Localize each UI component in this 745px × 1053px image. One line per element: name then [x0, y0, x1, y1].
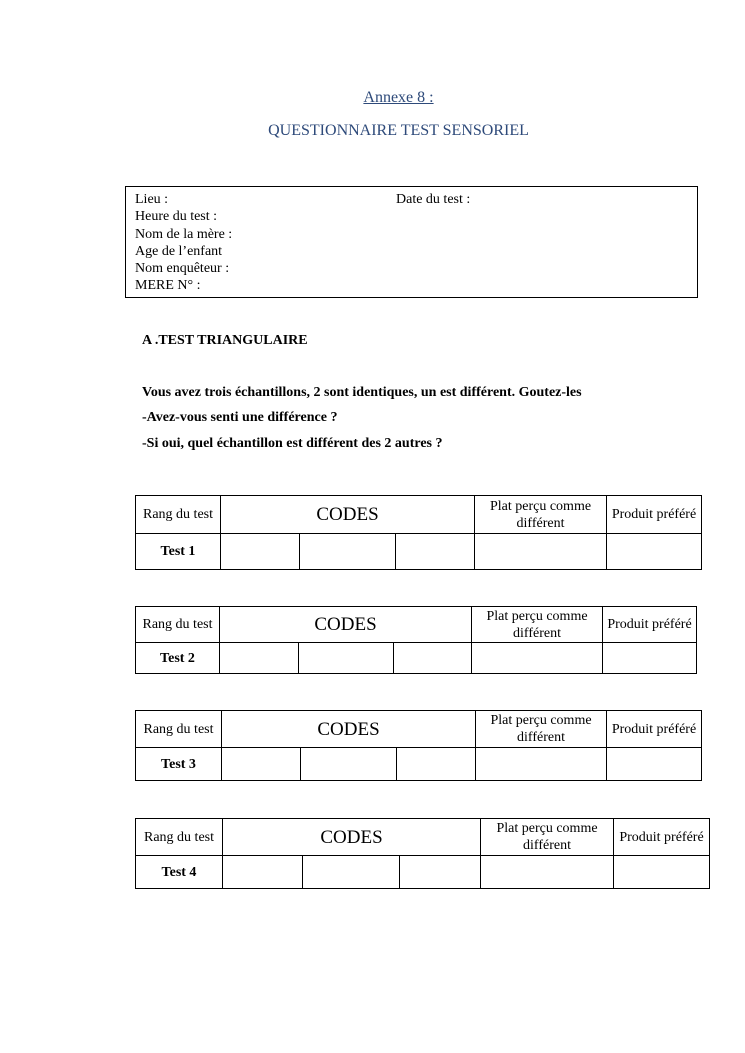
rang-header: Rang du test: [136, 607, 220, 643]
date-field: Date du test :: [396, 192, 471, 207]
plat-header: Plat perçu comme différent: [476, 711, 607, 748]
code-cell-1[interactable]: [222, 748, 301, 781]
question-2: -Si oui, quel échantillon est différent des 2 autres ?: [142, 436, 443, 451]
code-cell-2[interactable]: [299, 643, 394, 674]
plat-header: Plat perçu comme différent: [481, 819, 614, 856]
produit-header: Produit préféré: [607, 711, 702, 748]
code-cell-2[interactable]: [303, 856, 400, 889]
test-label: Test 4: [136, 856, 223, 889]
test-label: Test 1: [136, 534, 221, 570]
plat-cell[interactable]: [476, 748, 607, 781]
codes-header: CODES: [223, 819, 481, 856]
produit-header: Produit préféré: [603, 607, 697, 643]
code-cell-3[interactable]: [394, 643, 472, 674]
test-label: Test 2: [136, 643, 220, 674]
info-box: [125, 186, 698, 298]
produit-cell[interactable]: [607, 748, 702, 781]
lieu-field: Lieu :: [135, 192, 169, 207]
produit-cell[interactable]: [607, 534, 702, 570]
rang-header: Rang du test: [136, 819, 223, 856]
code-cell-1[interactable]: [220, 643, 299, 674]
enqueteur-field: Nom enquêteur :: [135, 261, 230, 277]
test-table-3: [135, 710, 702, 781]
nom-mere-field: Nom de la mère :: [135, 226, 233, 242]
plat-cell[interactable]: [475, 534, 607, 570]
produit-header: Produit préféré: [607, 496, 702, 534]
section-title: A .TEST TRIANGULAIRE: [142, 333, 308, 348]
test-table-4: [135, 818, 710, 889]
code-cell-3[interactable]: [396, 534, 475, 570]
annex-label: Annexe 8 :: [363, 89, 434, 106]
mere-no-field: MERE N° :: [135, 278, 201, 294]
produit-cell[interactable]: [603, 643, 697, 674]
code-cell-3[interactable]: [397, 748, 476, 781]
codes-header: CODES: [220, 607, 472, 643]
test-label: Test 3: [136, 748, 222, 781]
produit-cell[interactable]: [614, 856, 710, 889]
code-cell-1[interactable]: [221, 534, 300, 570]
test-table-2: [135, 606, 697, 674]
code-cell-2[interactable]: [301, 748, 397, 781]
codes-header: CODES: [221, 496, 475, 534]
code-cell-1[interactable]: [223, 856, 303, 889]
heure-field: Heure du test :: [135, 209, 218, 225]
test-table-1: [135, 495, 702, 570]
plat-cell[interactable]: [481, 856, 614, 889]
produit-header: Produit préféré: [614, 819, 710, 856]
rang-header: Rang du test: [136, 711, 222, 748]
question-1: -Avez-vous senti une différence ?: [142, 410, 338, 425]
plat-cell[interactable]: [472, 643, 603, 674]
intro-text: Vous avez trois échantillons, 2 sont identiques, un est différent. Goutez-les: [142, 385, 582, 400]
age-enfant-field: Age de l’enfant: [135, 243, 223, 259]
codes-header: CODES: [222, 711, 476, 748]
plat-header: Plat perçu comme différent: [472, 607, 603, 643]
plat-header: Plat perçu comme différent: [475, 496, 607, 534]
page-title: QUESTIONNAIRE TEST SENSORIEL: [268, 122, 529, 139]
rang-header: Rang du test: [136, 496, 221, 534]
code-cell-3[interactable]: [400, 856, 481, 889]
code-cell-2[interactable]: [300, 534, 396, 570]
